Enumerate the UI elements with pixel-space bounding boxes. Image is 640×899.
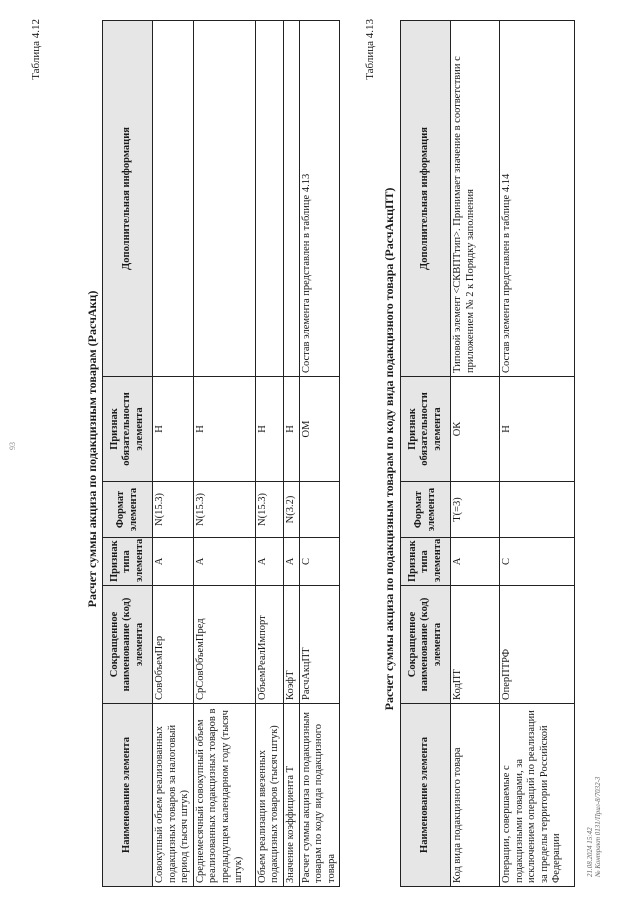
table-caption-2: Таблица 4.13 (364, 19, 376, 80)
col-header-name: Наименование элемента (401, 704, 451, 887)
cell-type: А (451, 538, 500, 586)
cell-type: С (299, 538, 340, 586)
cell-code: КоэфТ (283, 586, 299, 704)
stamp-date: 21.08.2024 15:42 (586, 827, 594, 877)
cell-format: T(=3) (451, 482, 500, 538)
cell-required: Н (153, 377, 194, 482)
cell-name: Значение коэффициента Т (283, 704, 299, 887)
cell-type: А (153, 538, 194, 586)
stamp-ref: № Контракт 0131/Прил-8/7032-3 (594, 776, 603, 877)
cell-code: ОбъемРеалИмпорт (255, 586, 283, 704)
cell-name: Код вида подакцизного товара (451, 704, 500, 887)
cell-format (500, 482, 575, 538)
cell-required: ОК (451, 377, 500, 482)
cell-format: N(3.2) (283, 482, 299, 538)
cell-info (255, 21, 283, 377)
col-header-type: Признак типа элемента (401, 538, 451, 586)
table-row (193, 21, 255, 887)
col-header-type: Признак типа элемента (103, 538, 153, 586)
col-header-required: Признак обязательности элемента (103, 377, 153, 482)
cell-name: Объем реализации ввезенных подакцизных товаров (тысяч штук) (255, 704, 283, 887)
cell-format: N(15.3) (193, 482, 255, 538)
table-row (153, 21, 194, 887)
col-header-code: Сокращенное наименование (код) элемента (103, 586, 153, 704)
document-stamp (586, 777, 603, 877)
cell-type: А (255, 538, 283, 586)
table-row (255, 21, 283, 887)
cell-code: ОперПТРФ (500, 586, 575, 704)
page-number: 93 (8, 442, 17, 450)
col-header-code: Сокращенное наименование (код) элемента (401, 586, 451, 704)
table-2 (400, 20, 575, 887)
table-row (299, 21, 340, 887)
cell-required: ОМ (299, 377, 340, 482)
col-header-format: Формат элемента (103, 482, 153, 538)
cell-info (283, 21, 299, 377)
cell-name: Операции, совершаемые с подакцизными товарами, за исключением операций по реализации за пределы территории Российской Федерации (500, 704, 575, 887)
table-caption-1: Таблица 4.12 (30, 19, 42, 80)
cell-required: Н (255, 377, 283, 482)
table-row (451, 21, 500, 887)
col-header-info: Дополнительная информация (103, 21, 153, 377)
cell-info (153, 21, 194, 377)
table-header-row (401, 21, 451, 887)
cell-name: Среднемесячный совокупный объем реализованных подакцизных товаров в предыдущем календарном году (тысяч штук) (193, 704, 255, 887)
cell-info (193, 21, 255, 377)
table-row (283, 21, 299, 887)
cell-required: Н (283, 377, 299, 482)
cell-name: Расчет суммы акциза по подакцизным товарам по коду вида подакцизного товара (299, 704, 340, 887)
cell-name: Совокупный объем реализованных подакцизных товаров за налоговый период (тысяч штук) (153, 704, 194, 887)
cell-code: СовОбъемПер (153, 586, 194, 704)
cell-info: Состав элемента представлен в таблице 4.14 (500, 21, 575, 377)
cell-type: А (283, 538, 299, 586)
table-row (500, 21, 575, 887)
cell-info: Типовой элемент <СКВПТтип>. Принимает значение в соответствии с приложением № 2 к Порядку заполнения (451, 21, 500, 377)
table-header-row (103, 21, 153, 887)
table-title-1: Расчет суммы акциза по подакцизным товарам (РасчАкц) (85, 290, 99, 608)
table-1 (102, 20, 340, 887)
cell-info: Состав элемента представлен в таблице 4.13 (299, 21, 340, 377)
cell-code: РасчАкцПТ (299, 586, 340, 704)
cell-format (299, 482, 340, 538)
cell-required: Н (193, 377, 255, 482)
cell-type: С (500, 538, 575, 586)
col-header-info: Дополнительная информация (401, 21, 451, 377)
cell-required: Н (500, 377, 575, 482)
cell-code: СрСовОбъемПред (193, 586, 255, 704)
col-header-name: Наименование элемента (103, 704, 153, 887)
cell-code: КодПТ (451, 586, 500, 704)
cell-format: N(15.3) (255, 482, 283, 538)
cell-type: А (193, 538, 255, 586)
col-header-format: Формат элемента (401, 482, 451, 538)
table-title-2: Расчет суммы акциза по подакцизным товарам по коду вида подакцизного товара (РасчАкцПТ) (382, 187, 396, 711)
cell-format: N(15.3) (153, 482, 194, 538)
col-header-required: Признак обязательности элемента (401, 377, 451, 482)
